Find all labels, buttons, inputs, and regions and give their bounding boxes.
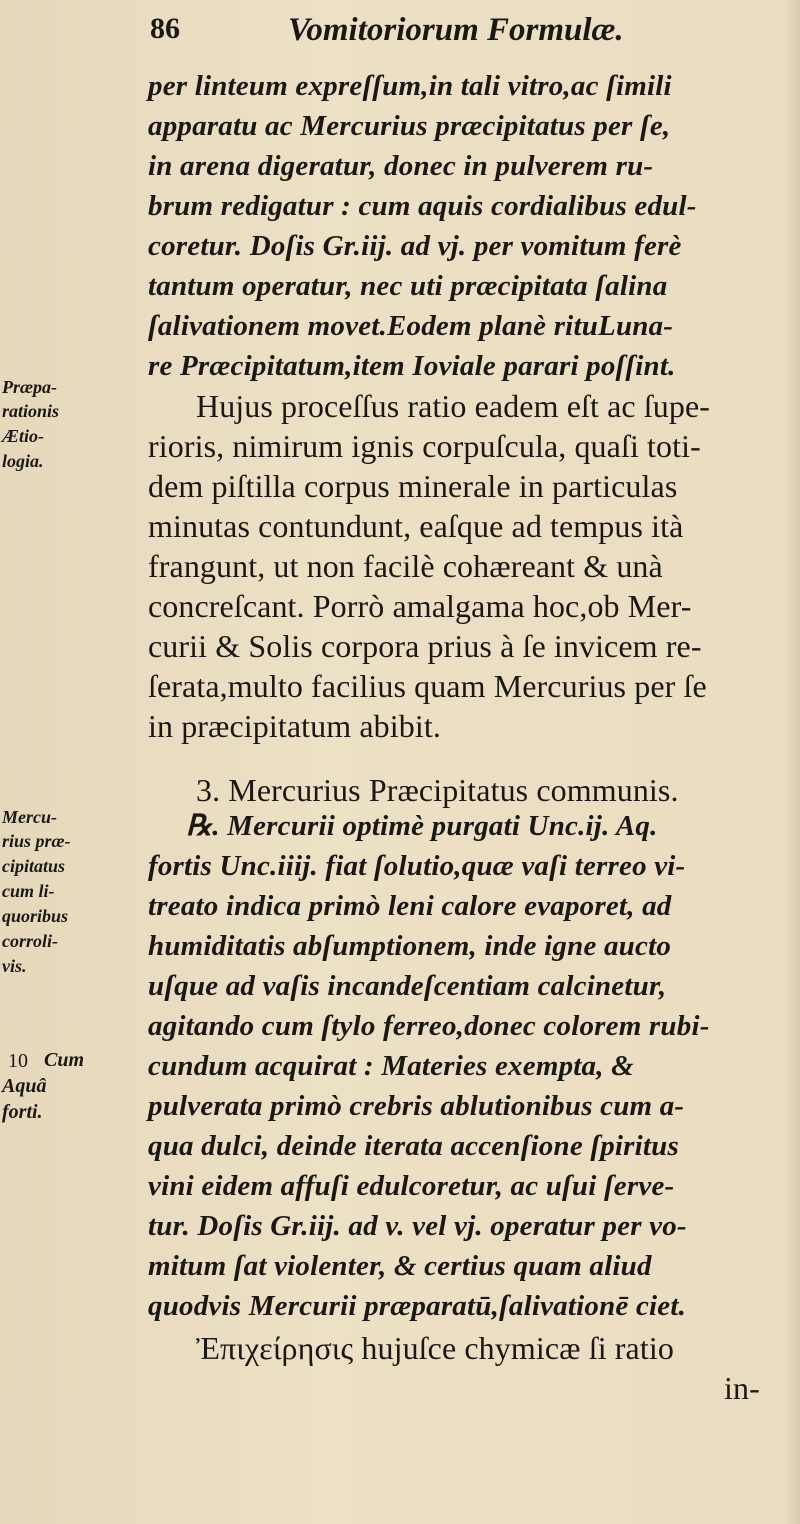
margin-line: Aquâ: [2, 1075, 47, 1097]
text-line: re Præcipitatum,item Ioviale parari poſſint.: [148, 350, 676, 382]
page-edge-shadow: [786, 0, 800, 1524]
text-line: ℞. Mercurii optimè purgati Unc.ij. Aq.: [186, 810, 658, 842]
text-line: dem piſtilla corpus minerale in particulas: [148, 468, 678, 504]
text-line: coretur. Doſis Gr.iij. ad vj. per vomitum ferè: [148, 230, 682, 262]
margin-line: Præpa-: [2, 377, 57, 397]
text-line: agitando cum ſtylo ferreo,donec colorem rubi-: [148, 1010, 710, 1042]
margin-line: rius præ-: [2, 831, 71, 851]
running-title: Vomitoriorum Formulæ.: [288, 12, 624, 48]
text-line: per linteum expreſſum,in tali vitro,ac ſimili: [148, 70, 672, 102]
margin-line: logia.: [2, 451, 44, 471]
text-line: ſerata,multo facilius quam Mercurius per ſe: [148, 668, 707, 704]
margin-line: Mercu-: [2, 807, 57, 827]
text-line: ſalivationem movet.Eodem planè rituLuna-: [148, 310, 674, 342]
page-number: 86: [150, 12, 180, 45]
margin-line: rationis: [2, 401, 60, 421]
margin-line: Cum: [44, 1049, 85, 1071]
text-line: curii & Solis corpora prius à ſe invicem re-: [148, 628, 702, 664]
text-line: treato indica primò leni calore evaporet, ad: [148, 890, 672, 922]
text-line: mitum ſat violenter, & certius quam aliud: [148, 1250, 652, 1282]
text-line: in arena digeratur, donec in pulverem ru-: [148, 150, 654, 182]
margin-line: cipitatus: [2, 856, 66, 876]
text-line: qua dulci, deinde iterata accenſione ſpiritus: [148, 1130, 679, 1162]
margin-line: cum li-: [2, 881, 55, 901]
section-heading: 3. Mercurius Præcipitatus communis.: [196, 772, 679, 808]
text-line: fortis Unc.iiij. fiat ſolutio,quæ vaſi terreo vi-: [148, 850, 686, 882]
text-line: uſque ad vaſis incandeſcentiam calcinetur,: [148, 970, 667, 1002]
text-line: frangunt, ut non facilè cohæreant & unà: [148, 548, 663, 584]
text-line: Ἐπιχείρησις hujuſce chymicæ ſi ratio: [196, 1330, 674, 1366]
text-line: brum redigatur : cum aquis cordialibus edul-: [148, 190, 697, 222]
text-line: Hujus proceſſus ratio eadem eſt ac ſupe-: [196, 388, 711, 424]
text-line: minutas contundunt, eaſque ad tempus ità: [148, 508, 684, 544]
margin-line: vis.: [2, 956, 27, 976]
text-line: quodvis Mercurii præparatū,ſalivationē ciet.: [148, 1290, 687, 1322]
text-line: tur. Doſis Gr.iij. ad v. vel vj. operatur per vo-: [148, 1210, 687, 1242]
text-line: pulverata primò crebris ablutionibus cum a-: [148, 1090, 685, 1122]
margin-line: corroli-: [2, 931, 58, 951]
text-line: vini eidem affuſi edulcoretur, ac uſui ſerve-: [148, 1170, 675, 1202]
text-line: cundum acquirat : Materies exempta, &: [148, 1050, 634, 1082]
margin-line: quoribus: [2, 906, 69, 926]
text-line: tantum operatur, nec uti præcipitata ſalina: [148, 270, 668, 302]
catchword: in-: [724, 1370, 760, 1406]
text-line: rioris, nimirum ignis corpuſcula, quaſi toti-: [148, 428, 701, 464]
text-line: apparatu ac Mercurius præcipitatus per ſe,: [148, 110, 671, 142]
margin-line: forti.: [2, 1101, 43, 1123]
margin-line: Ætio-: [2, 426, 44, 446]
text-line: concreſcant. Porrò amalgama hoc,ob Mer-: [148, 588, 692, 624]
line-number: 10: [8, 1050, 28, 1072]
text-line: humiditatis abſumptionem, inde igne aucto: [148, 930, 672, 962]
text-line: in præcipitatum abibit.: [148, 708, 441, 744]
